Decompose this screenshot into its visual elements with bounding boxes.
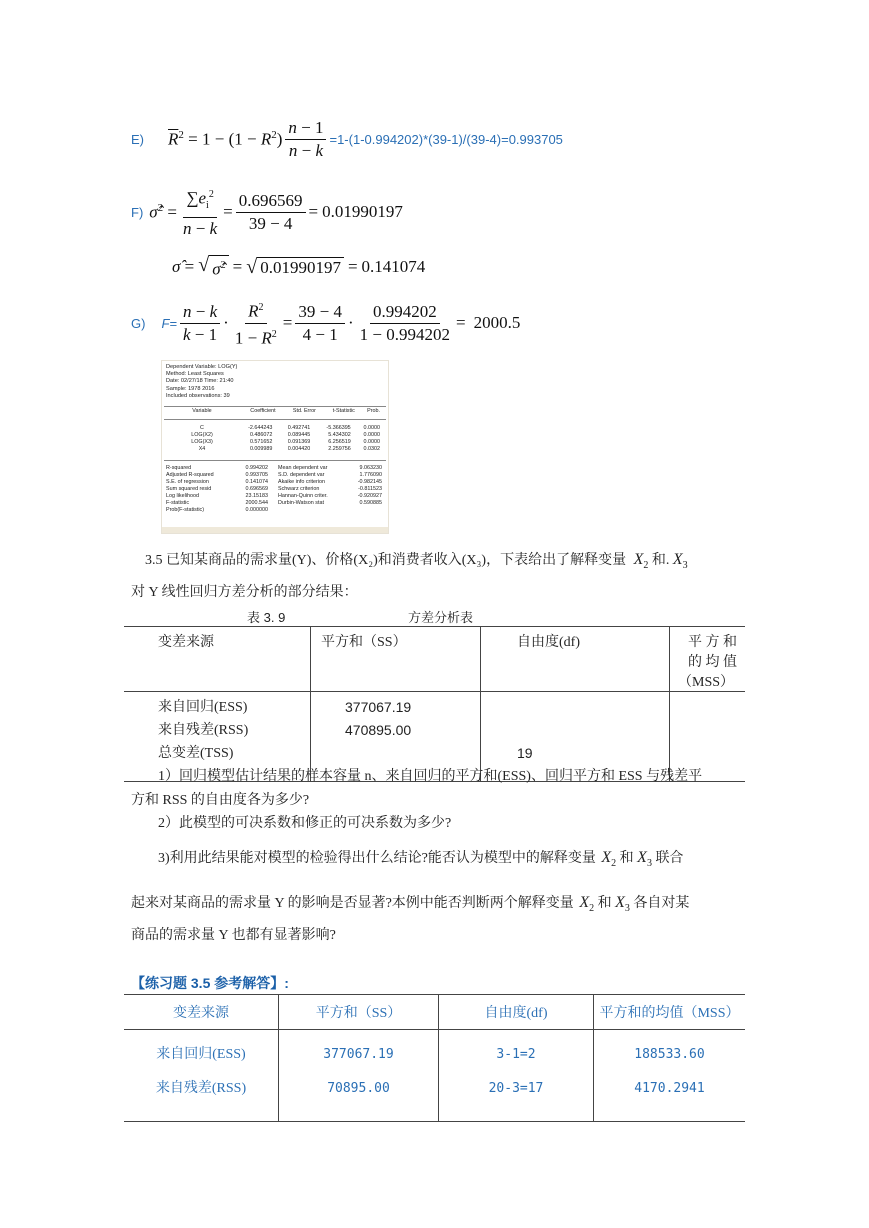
table-header-row: [124, 995, 745, 1030]
formula-f-frac1: $\frac{\sum e_i^2}{n - k}$: [180, 185, 220, 239]
table-header-cell: 自由度(df): [481, 627, 670, 692]
question-q3a: 3)利用此结果能对模型的检验得出什么结论?能否认为模型中的解释变量 $X_2$ 和 $X_3$ 联合: [158, 849, 684, 869]
table-header-cell: 平方和的均值（MSS）: [594, 995, 746, 1030]
question-q3b: 起来对某商品的需求量 Y 的影响是否显著?本例中能否判断两个解释变量 $X_2$ 和 $X_3$ 各自对某: [131, 894, 690, 914]
table-row: Prob(F-statistic) 0.000000: [166, 507, 268, 513]
table-row: LOG(X3) 0.571652 0.091369 6.256519 0.0000: [191, 439, 380, 445]
table-row: R-squared 0.994202 Mean dependent var 9.063230: [166, 465, 382, 471]
anova-answer-table: [124, 994, 745, 1122]
formula-f-result: 0.01990197: [322, 202, 403, 222]
formula-g-label: G): [131, 315, 146, 331]
table-row: S.E. of regression 0.141074 Akaike info criterion -0.982145: [166, 479, 382, 485]
formula-sigma-result: 0.141074: [361, 257, 426, 277]
formula-g-den2: 1 − 0.994202: [359, 324, 450, 344]
formula-g-num1: 39 − 4: [295, 302, 345, 324]
eviews-header: Dependent Variable: LOG(Y) Method: Least Squares Date: 02/27/18 Time: 21:40 Sample: 1978 2016 Included observations: 39: [166, 364, 238, 399]
question-line2: 对 Y 线性回归方差分析的部分结果：: [131, 585, 358, 600]
formula-f-label: F): [131, 204, 144, 220]
eviews-coef-table: [170, 425, 382, 453]
formula-e-label: E): [131, 132, 144, 147]
table-row: C -2.644243 0.492741 -5.366395 0.0000: [200, 425, 380, 431]
formula-e-fraction: $\frac{n - 1}{n - k}$: [285, 118, 326, 161]
question-q2: 2）此模型的可决系数和修正的可决系数为多少?: [158, 816, 452, 831]
table-body-row: 来自回归(ESS) 来自残差(RSS) 总变差(TSS) 377067.19 470895.00 19: [124, 692, 745, 782]
table-header-row: [124, 627, 745, 692]
eviews-output: [161, 360, 389, 534]
formula-g: G) F= $\frac{n - k}{k - 1}$ · $\frac{R^2}{1 - R^2}$ = $\frac{39 - 4}{4 - 1}$ · $\frac{0.994202}{1 - 0.994202}$ = 2000.5: [131, 298, 520, 348]
table-row: Adjusted R-squared 0.993705 S.D. dependent var 1.776090: [166, 472, 382, 478]
anova-question-table: [124, 626, 745, 782]
question-q3c: 商品的需求量 Y 也都有显著影响?: [131, 928, 336, 943]
formula-sigma: σ̂ = √ σ̂$^2$ = √ 0.01990197 = 0.141074: [172, 254, 426, 279]
eviews-coef-header: Variable Coefficient Std. Error t-Statistic Prob.: [192, 408, 380, 414]
question-q1a: 1）回归模型估计结果的样本容量 n、来自回归的平方和(ESS)、回归平方和 ESS 与残差平: [158, 769, 703, 784]
formula-g-frac3: [295, 302, 345, 345]
eviews-stats-table: [164, 465, 384, 514]
table-header-cell: 平方和（SS）: [311, 627, 481, 692]
table-body-row: 来自回归(ESS) 来自残差(RSS) 377067.19 70895.00 3-1=2 20-3=17 188533.60 4170.2941: [124, 1030, 745, 1122]
table-row: X4 0.009989 0.004420 2.259756 0.0302: [198, 446, 380, 452]
question-q1b: 方和 RSS 的自由度各为多少?: [131, 793, 310, 808]
formula-g-frac4: [357, 302, 453, 345]
table-row: Log likelihood 23.15183 Hannan-Quinn criter. -0.920927: [166, 493, 382, 499]
formula-f-den: 39 − 4: [248, 213, 293, 233]
table-header-cell: 平 方 和 的 均 值 （MSS）: [670, 627, 746, 692]
formula-g-num2: 0.994202: [370, 302, 440, 324]
table-caption-right: 方差分析表: [408, 610, 474, 625]
formula-f-sigma: σ̂$^2$ =: [149, 201, 178, 222]
formula-g-frac2: $\frac{R^2}{1 - R^2}$: [232, 298, 280, 348]
table-caption-left: 表 3. 9: [247, 610, 286, 625]
question-line1: 3.5 已知某商品的需求量(Y)、价格(X₂)和消费者收入(X₃)，下表给出了解释变量 $X_2$ 和. $X_3$: [145, 551, 688, 571]
formula-g-result: 2000.5: [473, 313, 521, 333]
table-header-cell: 变差来源: [124, 627, 311, 692]
formula-f-frac2: [236, 191, 306, 234]
table-row: Sum squared resid 0.696569 Schwarz criterion -0.811523: [166, 486, 382, 492]
formula-sigma-radicand: 0.01990197: [257, 257, 344, 278]
formula-f-num: 0.696569: [236, 191, 306, 213]
answer-title: 【练习题 3.5 参考解答】:: [131, 975, 289, 991]
table-header-cell: 变差来源: [124, 995, 279, 1030]
formula-f: F) σ̂$^2$ = $\frac{\sum e_i^2}{n - k}$ = $\frac{0.696569}{39 - 4}$ = 0.01990197: [131, 185, 403, 239]
formula-g-den1: 4 − 1: [302, 324, 338, 344]
formula-g-frac1: $\frac{n - k}{k - 1}$: [180, 302, 220, 345]
formula-e-result: =1-(1-0.994202)*(39-1)/(39-4)=0.993705: [329, 132, 563, 147]
table-row: LOG(X2) 0.486072 0.089445 5.434302 0.0000: [191, 432, 380, 438]
table-header-cell: 平方和（SS）: [279, 995, 439, 1030]
table-row: F-statistic 2000.544 Durbin-Watson stat 0.590885: [166, 500, 382, 506]
formula-e: [131, 118, 563, 161]
table-header-cell: 自由度(df): [439, 995, 594, 1030]
formula-e-expression: $\overline{R}^2 = 1 - (1 - R^2)$: [168, 129, 283, 149]
